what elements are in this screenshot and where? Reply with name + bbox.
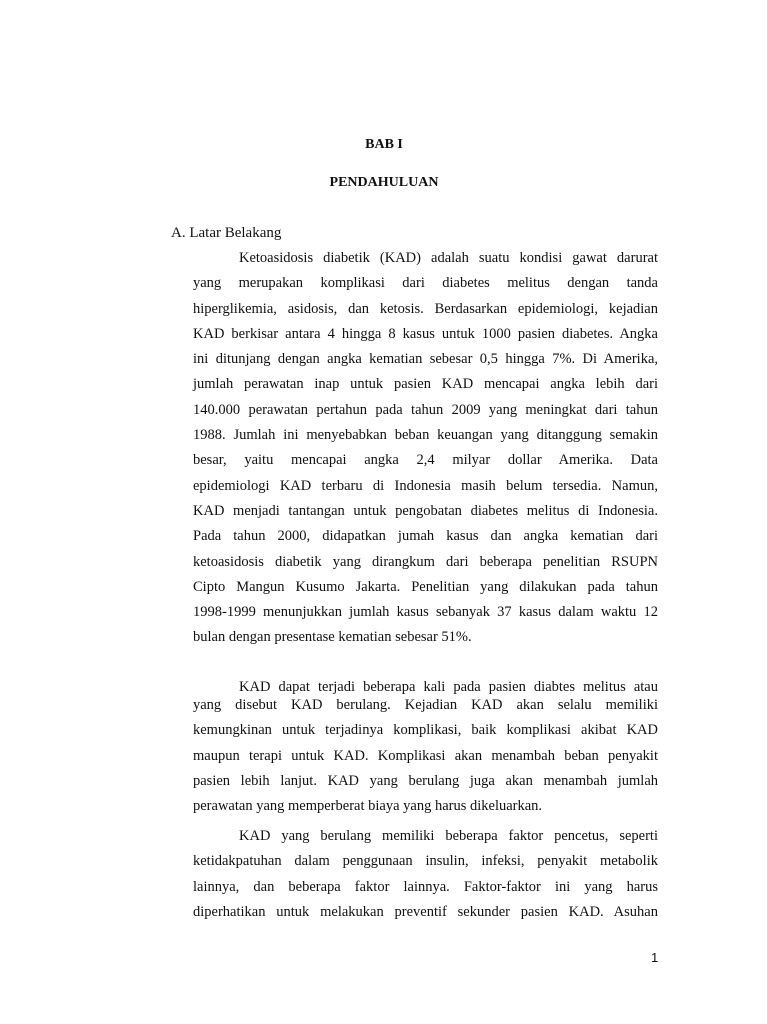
text-line: KAD dapat terjadi beberapa kali pada pasien diabtes melitus atau bbox=[239, 679, 658, 695]
text-line: KAD yang berulang memiliki beberapa faktor pencetus, seperti bbox=[239, 828, 658, 844]
page-number: 1 bbox=[651, 950, 659, 965]
text-line: maupun terapi untuk KAD. Komplikasi akan menambah beban penyakit bbox=[193, 747, 658, 764]
text-line: Pada tahun 2000, didapatkan jumah kasus dan angka kematian dari bbox=[193, 528, 658, 545]
chapter-heading: BAB I bbox=[365, 137, 403, 152]
text-line: yang disebut KAD berulang. Kejadian KAD akan selalu memiliki bbox=[193, 697, 658, 713]
text-line: 1998-1999 menunjukkan jumlah kasus sebanyak 37 kasus dalam waktu 12 bbox=[193, 604, 658, 621]
text-line: ini ditunjang dengan angka kematian sebesar 0,5 hingga 7%. Di Amerika, bbox=[193, 351, 658, 368]
text-line: ketoasidosis diabetik yang dirangkum dari beberapa penelitian RSUPN bbox=[193, 553, 658, 570]
text-line: KAD menjadi tantangan untuk pengobatan diabetes melitus di Indonesia. bbox=[193, 502, 658, 519]
text-line: yang merupakan komplikasi dari diabetes melitus dengan tanda bbox=[193, 275, 658, 292]
text-line: kemungkinan untuk terjadinya komplikasi, baik komplikasi akibat KAD bbox=[193, 722, 658, 739]
text-line: hiperglikemia, asidosis, dan ketosis. Berdasarkan epidemiologi, kejadian bbox=[193, 300, 658, 317]
paragraph-3 bbox=[193, 824, 658, 925]
text-line: jumlah perawatan inap untuk pasien KAD mencapai angka lebih dari bbox=[193, 376, 658, 393]
text-line: diperhatikan untuk melakukan preventif sekunder pasien KAD. Asuhan bbox=[193, 903, 658, 920]
text-line: Ketoasidosis diabetik (KAD) adalah suatu kondisi gawat darurat bbox=[239, 250, 658, 266]
text-line: perawatan yang memperberat biaya yang harus dikeluarkan. bbox=[193, 798, 543, 815]
text-line: bulan dengan presentase kematian sebesar 51%. bbox=[193, 629, 472, 646]
section-heading: A. Latar Belakang bbox=[171, 225, 282, 241]
text-line: lainnya, dan beberapa faktor lainnya. Faktor-faktor ini yang harus bbox=[193, 878, 658, 895]
text-line: besar, yaitu mencapai angka 2,4 milyar dollar Amerika. Data bbox=[193, 452, 658, 469]
text-line: epidemiologi KAD terbaru di Indonesia masih belum tersedia. Namun, bbox=[193, 477, 658, 494]
text-line: KAD berkisar antara 4 hingga 8 kasus untuk 1000 pasien diabetes. Angka bbox=[193, 325, 658, 342]
chapter-title: PENDAHULUAN bbox=[329, 175, 439, 190]
text-line: 1988. Jumlah ini menyebabkan beban keuangan yang ditanggung semakin bbox=[193, 427, 658, 444]
text-line: pasien lebih lanjut. KAD yang berulang juga akan menambah jumlah bbox=[193, 772, 658, 789]
text-line: ketidakpatuhan dalam penggunaan insulin, infeksi, penyakit metabolik bbox=[193, 853, 658, 870]
paragraph-2 bbox=[193, 675, 658, 819]
paragraph-1 bbox=[193, 246, 658, 651]
text-line: Cipto Mangun Kusumo Jakarta. Penelitian yang dilakukan pada tahun bbox=[193, 578, 658, 595]
text-line: 140.000 perawatan pertahun pada tahun 2009 yang meningkat dari tahun bbox=[193, 401, 658, 418]
